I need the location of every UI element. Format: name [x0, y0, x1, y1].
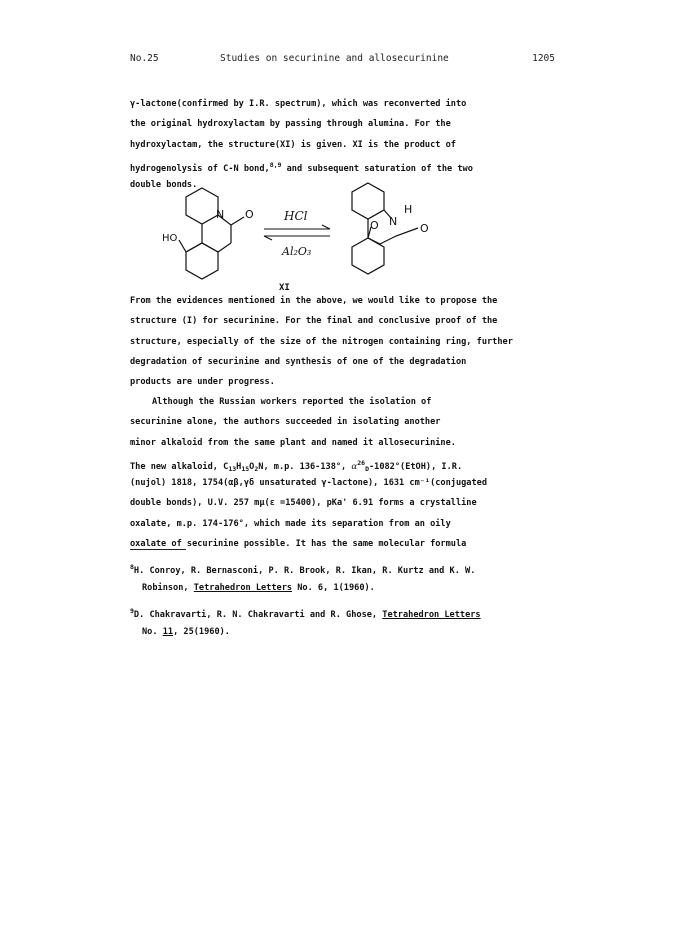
page-number: 1205 — [532, 53, 555, 64]
text-line: double bonds), U.V. 257 mμ(ε =15400), pKa' 6.91 forms a crystalline — [130, 498, 477, 509]
text-line: Although the Russian workers reported the isolation of — [152, 397, 432, 407]
ring-bond — [218, 243, 231, 252]
text-span: Robinson, — [142, 583, 194, 593]
subscript: 13 — [228, 464, 237, 473]
arrowhead-icon — [264, 236, 272, 240]
text-line: minor alkaloid from the same plant and named it allosecurinine. — [130, 437, 456, 448]
text-line: hydroxylactam, the structure(XI) is given. XI is the product of — [130, 139, 456, 150]
superscript: 26 — [357, 458, 366, 467]
cyclohexane-ring — [186, 243, 218, 279]
oxygen-label: O — [370, 219, 379, 232]
journal-title: Tetrahedron Letters — [382, 610, 481, 620]
text-span: -1082°(EtOH), I.R. — [368, 461, 463, 472]
text-line: the original hydroxylactam by passing through alumina. For the — [130, 119, 451, 130]
journal-title: Tetrahedron Letters — [193, 583, 293, 593]
text-span: N, m.p. 136-138°, — [258, 461, 347, 472]
text-line: (nujol) 1818, 1754(αβ,γδ unsaturated γ-lactone), 1631 cm⁻¹(conjugated — [130, 478, 487, 489]
footnote-9 — [130, 603, 481, 641]
running-title: Studies on securinine and allosecurinine — [220, 53, 449, 64]
piperidine-ring — [186, 188, 218, 224]
text-line: oxalate of securinine possible. It has the same molecular formula — [130, 539, 467, 550]
text-span: hydrogenolysis of C-N bond, — [130, 163, 270, 174]
hydroxyl-bond — [179, 240, 186, 252]
footnote-line — [130, 580, 475, 597]
arrowhead-icon — [322, 225, 330, 229]
footnote-8 — [130, 559, 475, 597]
text-span: , 25(1960). — [173, 627, 230, 637]
nitrogen-label: N — [389, 215, 398, 228]
text-line: structure (I) for securinine. For the final and conclusive proof of the — [130, 316, 498, 327]
alpha-symbol: α — [351, 461, 358, 472]
text-line — [130, 155, 550, 175]
subscript: 15 — [241, 464, 250, 473]
text-span: and subsequent saturation of the two — [281, 163, 473, 174]
text-span: O — [249, 461, 255, 472]
nitrogen-label: N — [216, 208, 225, 221]
hydrogen-label: H — [404, 203, 413, 216]
text-span: H. Conroy, R. Bernasconi, P. R. Brook, R. Ikan, R. Kurtz and K. W. — [133, 566, 476, 576]
paragraph-2 — [130, 291, 550, 392]
oxygen-label: O — [245, 208, 254, 221]
text-line: double bonds. — [130, 180, 198, 191]
oxygen-label: O — [420, 222, 429, 235]
text-span: H — [236, 461, 242, 472]
text-span: The new alkaloid, C — [130, 461, 229, 472]
text-line: degradation of securinine and synthesis of one of the degradation — [130, 356, 467, 367]
issue-number: 11 — [162, 627, 174, 637]
text-span: No. 6, 1(1960). — [292, 583, 375, 593]
text-span: D. Chakravarti, R. N. Chakravarti and R. Ghose, — [133, 610, 383, 620]
left-structure — [179, 188, 244, 279]
footnote-number: 8 — [130, 563, 134, 571]
issue-number: No.25 — [130, 53, 159, 64]
hydroxyl-label: HO — [162, 233, 178, 244]
text-line: From the evidences mentioned in the above, we would like to propose the — [130, 296, 498, 306]
equilibrium-arrows — [264, 225, 330, 240]
footnote-line — [130, 624, 481, 641]
text-line: products are under progress. — [130, 377, 275, 388]
subscript: D — [365, 464, 369, 473]
paragraph-3 — [130, 392, 550, 554]
formula-line — [130, 453, 550, 473]
footnote-line — [130, 603, 481, 624]
subscript: 2 — [254, 464, 259, 473]
reference-marker: 8,9 — [269, 160, 282, 169]
reagent-alumina: Al₂O₃ — [282, 245, 312, 258]
carbonyl-bond — [231, 217, 244, 225]
text-line: oxalate, m.p. 174-176°, which made its separation from an oily — [130, 518, 451, 529]
text-span: No. — [142, 627, 163, 637]
text-line: γ-lactone(confirmed by I.R. spectrum), which was reconverted into — [130, 99, 467, 109]
footnote-line — [130, 559, 475, 580]
text-line: securinine alone, the authors succeeded in isolating another — [130, 417, 441, 428]
footnote-divider — [130, 549, 186, 550]
text-line: structure, especially of the size of the nitrogen containing ring, further — [130, 336, 513, 347]
right-structure — [352, 183, 418, 274]
reaction-scheme — [150, 180, 450, 285]
piperidine-ring — [352, 183, 384, 219]
compound-number: XI — [279, 283, 290, 293]
footnote-number: 9 — [130, 607, 134, 615]
reagent-hcl: HCl — [284, 209, 308, 223]
